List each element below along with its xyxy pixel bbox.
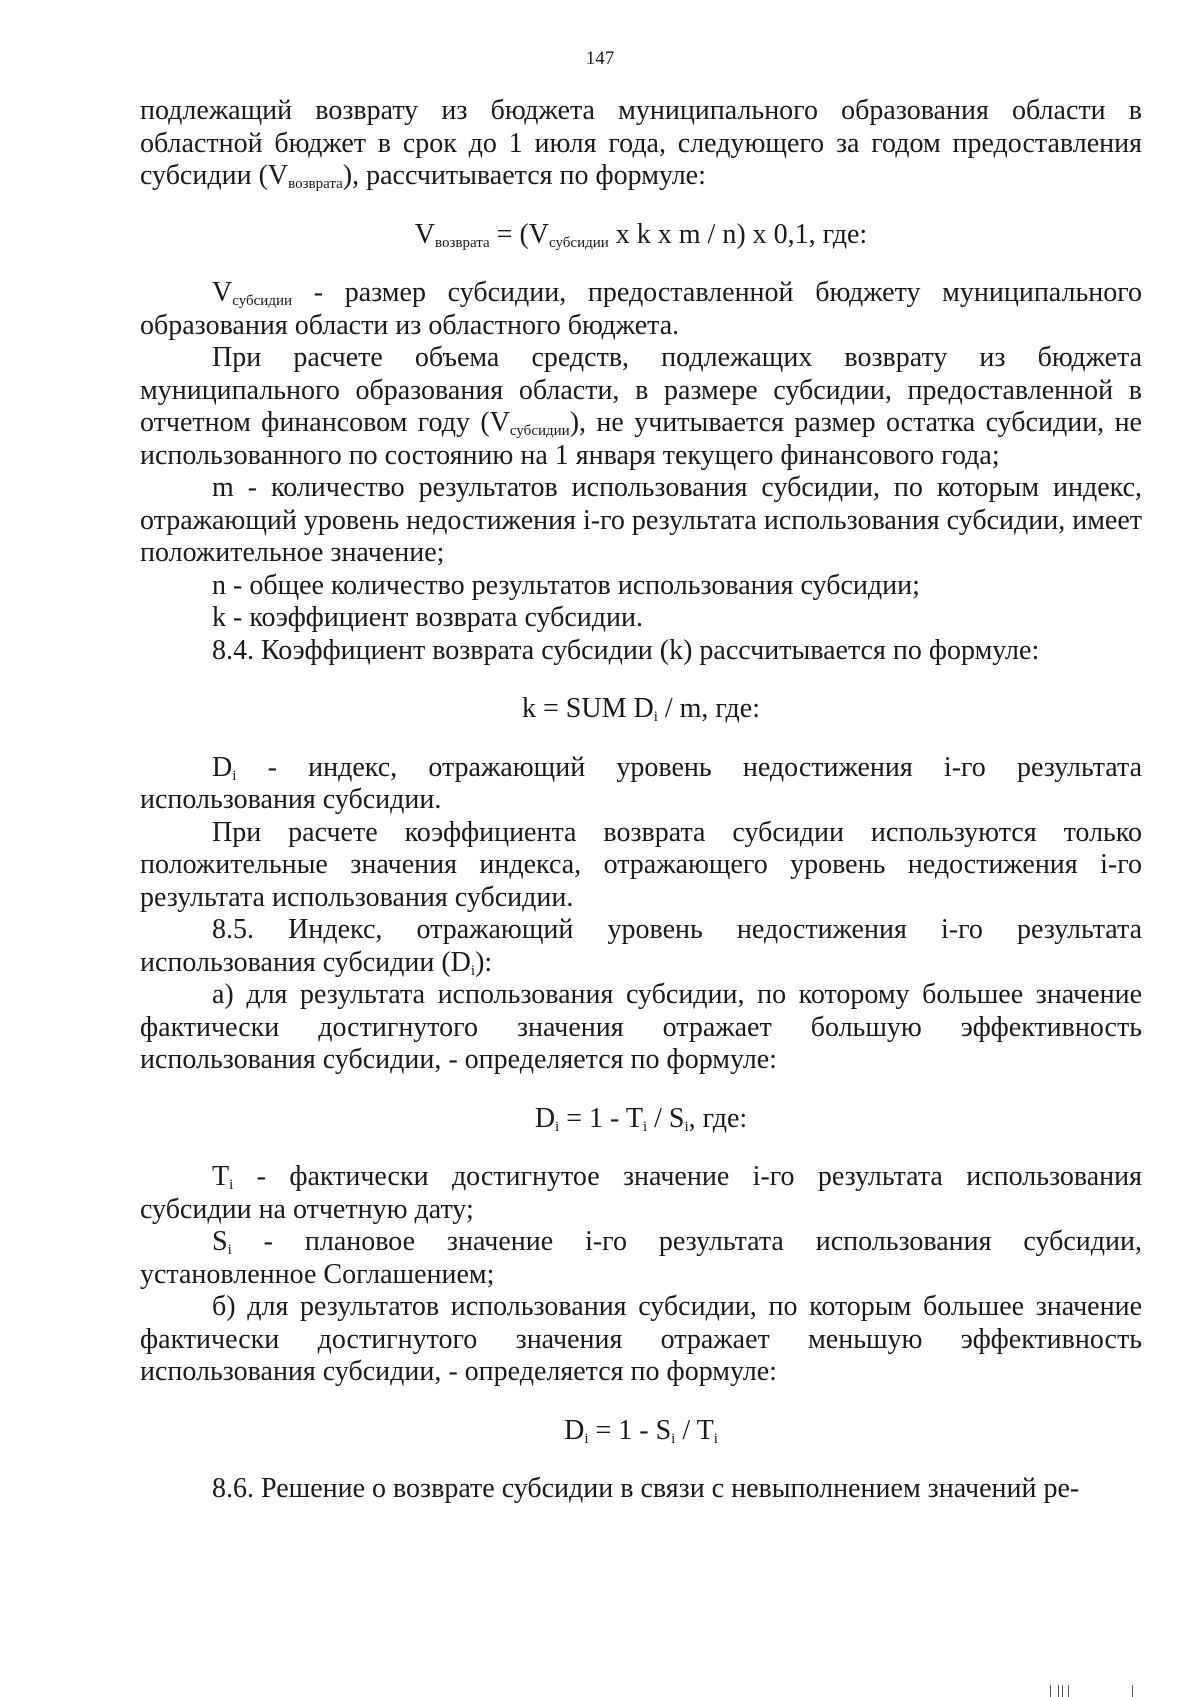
- scan-mark: [1058, 1685, 1059, 1697]
- formula-fragment: = 1 - T: [559, 1102, 643, 1134]
- paragraph-positive-values-note: При расчете коэффициента возврата субсидии используются только положительные значения индекса, отражающего уровень недостижения i-го результата использования субсидии.: [140, 816, 1142, 913]
- paragraph-refund-amount: [140, 95, 1142, 193]
- formula-fragment: D: [564, 1414, 585, 1446]
- paragraph-v-subsidy-definition: [140, 277, 1142, 342]
- formula-fragment: V: [414, 218, 436, 250]
- subscript: субсидии: [549, 234, 609, 251]
- subscript: i: [232, 767, 237, 784]
- paragraph-si-definition: [140, 1226, 1142, 1291]
- formula-refund: [140, 219, 1142, 252]
- subscript: субсидии: [509, 423, 570, 439]
- formula-di-case-b: [140, 1415, 1142, 1448]
- scan-mark: [1068, 1685, 1069, 1697]
- document-body: [140, 95, 1142, 1506]
- text-fragment: - размер субсидии, предоставленной бюджету муниципального образования области из областного бюджета.: [140, 277, 1142, 341]
- subscript: i: [229, 1177, 234, 1193]
- formula-fragment: D: [534, 1102, 556, 1134]
- subscript: i: [227, 1242, 232, 1258]
- text-fragment: T: [212, 1161, 230, 1192]
- subscript: i: [584, 1430, 589, 1447]
- text-fragment: ):: [475, 946, 493, 978]
- text-fragment: ), не учитывается размер остатка субсидии, не использованного по состоянию на 1 января текущего финансового года;: [140, 407, 1142, 471]
- paragraph-ti-definition: [140, 1161, 1142, 1226]
- formula-fragment: х k х m / n) х 0,1, где:: [608, 218, 868, 250]
- text-fragment: S: [212, 1226, 228, 1257]
- paragraph-section-8-5: [140, 914, 1142, 979]
- subscript: i: [653, 709, 658, 725]
- scan-mark: [1062, 1685, 1063, 1697]
- formula-fragment: / m, где:: [657, 693, 760, 724]
- subscript: субсидии: [232, 293, 292, 309]
- subscript: i: [713, 1430, 718, 1447]
- text-fragment: При расчете объема средств, подлежащих возврату из бюджета муниципального образования области, в размере субсидии, предоставленной в отчетном финансовом году (V: [140, 342, 1142, 438]
- paragraph-section-8-6: 8.6. Решение о возврате субсидии в связи с невыполнением значений ре-: [212, 1473, 1080, 1504]
- paragraph-case-b: б) для результатов использования субсидии, по которым большее значение фактически достигнутого значения отражает меньшую эффективность использования субсидии, - определяется по формуле:: [140, 1291, 1142, 1387]
- text-fragment: D: [212, 751, 233, 783]
- text-fragment: V: [212, 277, 233, 308]
- text-fragment: - плановое значение i-го результата использования субсидии, установленное Соглашением;: [140, 1226, 1142, 1290]
- subscript: i: [684, 1118, 689, 1135]
- formula-k: [140, 693, 1142, 726]
- paragraph-case-a: а) для результата использования субсидии, по которому большее значение фактически достигнутого значения отражает большую эффективность использования субсидии, - определяется по формуле:: [140, 979, 1142, 1075]
- subscript: i: [470, 962, 476, 979]
- text-fragment: подлежащий возврату из бюджета муниципального образования области в областной бюджет в срок до 1 июля года, следующего за годом предоставления субсидии (V: [140, 95, 1142, 191]
- subscript: возврата: [288, 176, 343, 192]
- formula-fragment: = (V: [489, 218, 550, 250]
- paragraph-di-definition: [140, 752, 1142, 817]
- subscript: i: [642, 1118, 648, 1135]
- formula-fragment: / T: [675, 1414, 714, 1446]
- paragraph-section-8-4: 8.4. Коэффициент возврата субсидии (k) рассчитывается по формуле:: [212, 634, 1040, 666]
- scan-artifact-marks: [1040, 1681, 1200, 1697]
- paragraph-n-definition: n - общее количество результатов использования субсидии;: [212, 569, 920, 601]
- subscript: i: [555, 1118, 560, 1135]
- paragraph-m-definition: m - количество результатов использования субсидии, по которым индекс, отражающий уровень недостижения i-го результата использования субсидии, имеет положительное значение;: [140, 472, 1142, 568]
- scan-mark: [1132, 1685, 1133, 1697]
- scan-mark: [1050, 1685, 1051, 1697]
- subscript: возврата: [435, 234, 490, 251]
- paragraph-calculation-note: [140, 342, 1142, 472]
- text-fragment: - индекс, отражающий уровень недостижения i-го результата использования субсидии.: [140, 751, 1142, 815]
- formula-fragment: / S: [647, 1102, 685, 1134]
- text-fragment: 8.5. Индекс, отражающий уровень недостижения i-го результата использования субсидии (D: [140, 914, 1142, 978]
- text-fragment: ), рассчитывается по формуле:: [342, 160, 706, 191]
- paragraph-k-definition: k - коэффициент возврата субсидии.: [212, 602, 644, 633]
- formula-fragment: = 1 - S: [588, 1414, 672, 1446]
- formula-fragment: k = SUM D: [522, 693, 654, 724]
- subscript: i: [671, 1430, 676, 1447]
- page-number: 147: [585, 48, 615, 69]
- formula-di-case-a: [140, 1103, 1142, 1136]
- formula-fragment: , где:: [688, 1102, 748, 1134]
- text-fragment: - фактически достигнутое значение i-го результата использования субсидии на отчетную дату;: [140, 1161, 1142, 1225]
